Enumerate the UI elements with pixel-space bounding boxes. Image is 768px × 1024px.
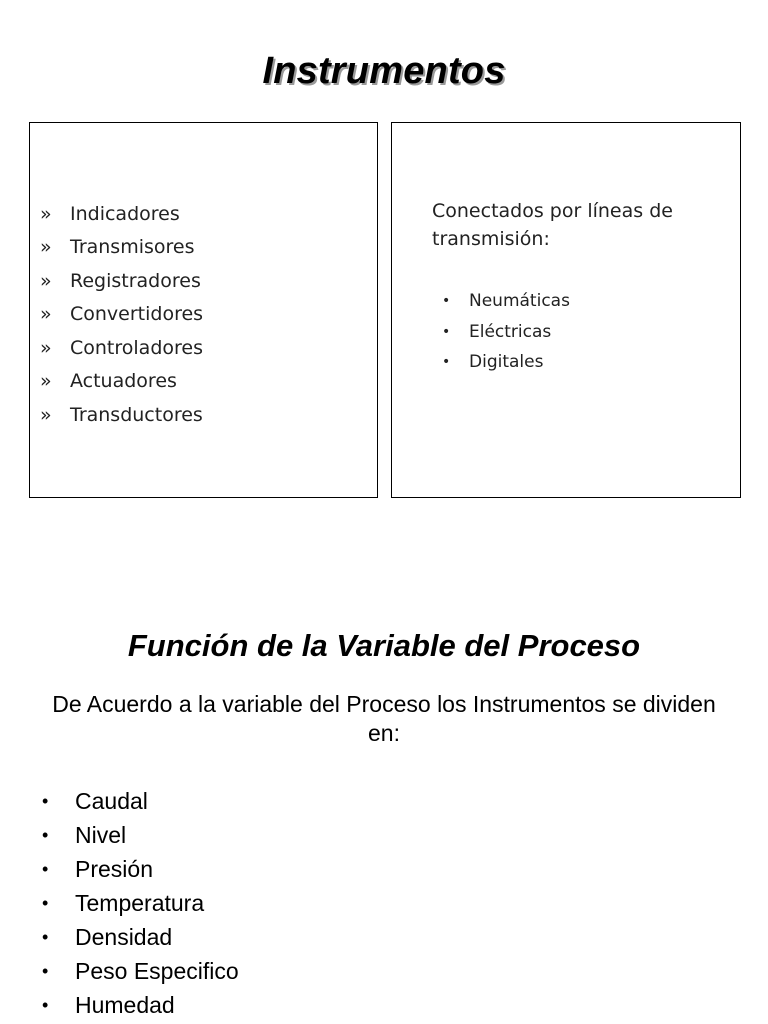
chevron-bullet-icon: »: [40, 336, 52, 359]
list-item: [442, 347, 570, 378]
list-item-label: Indicadores: [70, 202, 180, 225]
list-item: [40, 331, 203, 365]
intro-paragraph: De Acuerdo a la variable del Proceso los Instrumentos se dividen en:: [52, 691, 716, 746]
bullet-icon: •: [442, 323, 451, 340]
bullet-icon: •: [42, 892, 49, 913]
list-item-label: Transmisores: [70, 236, 195, 259]
list-item-label: Presión: [75, 855, 153, 882]
list-item: [42, 886, 239, 920]
transmission-lines-list: [442, 286, 570, 378]
bullet-icon: •: [42, 994, 49, 1015]
list-item: [40, 365, 203, 399]
list-item-label: Eléctricas: [469, 321, 552, 342]
bullet-icon: •: [442, 354, 451, 371]
bullet-icon: •: [42, 960, 49, 981]
instrument-types-box: [29, 122, 378, 498]
list-item: [40, 398, 203, 432]
chevron-bullet-icon: »: [40, 269, 52, 292]
chevron-bullet-icon: »: [40, 236, 52, 259]
chevron-bullet-icon: »: [40, 370, 52, 393]
list-item-label: Neumáticas: [469, 291, 570, 312]
list-item: [40, 264, 203, 298]
list-item: [42, 784, 239, 818]
bullet-icon: •: [42, 858, 49, 879]
list-item-label: Controladores: [70, 336, 203, 359]
list-item-label: Actuadores: [70, 370, 177, 393]
list-item: [442, 317, 570, 348]
list-item: [42, 954, 239, 988]
list-item-label: Nivel: [75, 821, 127, 848]
chevron-bullet-icon: »: [40, 202, 52, 225]
bullet-icon: •: [42, 926, 49, 947]
list-item-label: Temperatura: [75, 889, 205, 916]
list-item: [40, 197, 203, 231]
list-item: [40, 231, 203, 265]
list-item-label: Digitales: [469, 352, 544, 373]
bullet-icon: •: [42, 790, 49, 811]
list-item-label: Peso Especifico: [75, 957, 239, 984]
list-item-label: Humedad: [75, 991, 175, 1018]
list-item-label: Transductores: [70, 403, 203, 426]
process-variables-list: [42, 784, 239, 1022]
list-item-label: Convertidores: [70, 303, 204, 326]
chevron-bullet-icon: »: [40, 403, 52, 426]
list-item: [40, 298, 203, 332]
list-item-label: Caudal: [75, 787, 148, 814]
list-item: [42, 920, 239, 954]
list-item: [42, 988, 239, 1022]
transmission-lines-text: Conectados por líneas de transmisión:: [432, 200, 673, 250]
instrument-types-list: [40, 197, 203, 432]
slide-title-instrumentos: Instrumentos: [262, 50, 506, 92]
chevron-bullet-icon: »: [40, 303, 52, 326]
bullet-icon: •: [442, 293, 451, 310]
bullet-icon: •: [42, 824, 49, 845]
list-item: [42, 818, 239, 852]
transmission-lines-box: [391, 122, 741, 498]
list-item: [42, 852, 239, 886]
list-item-label: Densidad: [75, 923, 173, 950]
list-item-label: Registradores: [70, 269, 201, 292]
slide-title-process-variable: Función de la Variable del Proceso: [127, 628, 641, 663]
list-item: [442, 286, 570, 317]
